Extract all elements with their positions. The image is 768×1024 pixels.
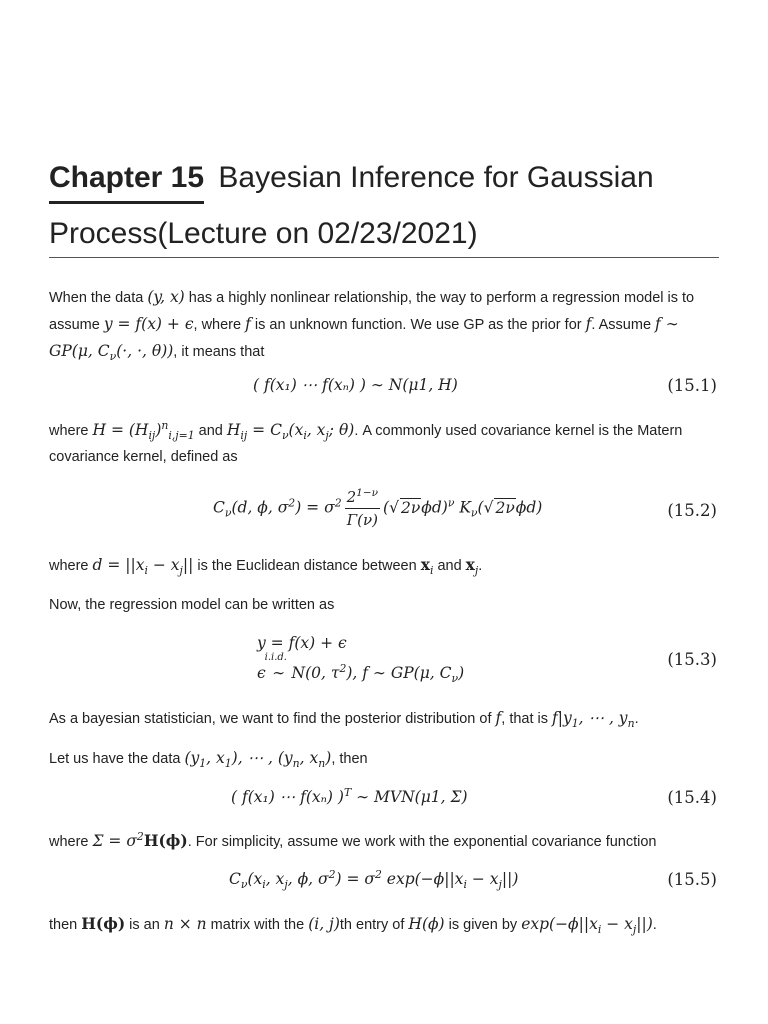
equation-body: $C_\nu(x_i$, $x_j$, ϕ, $\sigma^2) = \sigma^2$ $\exp(-\phi||x_i - x_j||)$ — [229, 867, 519, 892]
paragraph-matrix: then H(ϕ) is an n × n matrix with the (i, j)th entry of H(ϕ) is given by $\exp(-\phi||x_i - x_j||)$. — [49, 914, 657, 937]
equation-15-5 — [49, 867, 719, 896]
equation-number: (15.2) — [667, 501, 717, 520]
equation-line-2: ϵ i.i.d. ∼ N(0, $\tau^2$), f ∼ GP(μ, $C_\nu$) — [257, 652, 465, 686]
equation-number: (15.3) — [667, 650, 717, 669]
fraction: $\frac{2^{1-\nu}}{\Gamma(\nu)}$ — [346, 487, 379, 529]
paragraph-intro: When the data (y, x) has a highly nonlinear relationship, the way to perform a regression model is to assume y = f(x) + ϵ, where f is an unknown function. We use GP as the prior for f. Assume f ∼ GP(μ, $C_\nu(\cdot$, ·, θ)), it means that — [49, 288, 695, 364]
equation-body: $C_\nu(d$, ϕ, $\sigma^2) = \sigma^2$ $\frac{2^{1-\nu}}{\Gamma(\nu)}$ (√ 2νϕd)$^\nu$ $K_\nu(√$ 2νϕd) — [213, 487, 543, 529]
equation-number: (15.1) — [667, 376, 717, 395]
chapter-title — [49, 150, 719, 262]
equation-15-4 — [49, 785, 719, 814]
equation-15-2 — [49, 484, 719, 538]
title-divider — [49, 257, 719, 258]
chapter-number: Chapter 15 — [49, 155, 204, 204]
equation-line-1: y = f(x) + ϵ — [257, 634, 347, 652]
paragraph-data: Let us have the data ($y_1$, $x_1$), ⋯ , ($y_n$, $x_n$), then — [49, 749, 368, 771]
equation-number: (15.5) — [667, 870, 717, 889]
paragraph-model-intro: Now, the regression model can be written as — [49, 597, 335, 613]
equation-body: ( f(x₁) ⋯ f(xₙ) ) ∼ N(μ1, H) — [253, 376, 458, 394]
equation-body: ( f(x₁) ⋯ f(xₙ) )$^T$ ∼ MVN(μ1, Σ) — [231, 785, 468, 806]
paragraph-distance: where $d = ||x_i - x_j||$ is the Euclidean distance between $x_i$ and $x_j$. — [49, 555, 483, 578]
equation-15-1 — [49, 376, 719, 402]
equation-15-3 — [49, 634, 719, 692]
paragraph-kernel: where $H = (H_{ij})^n_{i,j=1}$ and $H_{ij} = C_\nu(x_i$, $x_j$; θ). A commonly used covariance kernel is the Matern covariance kernel, defined as — [49, 418, 683, 465]
chapter-title-text: Bayesian Inference for Gaussian Process(Lecture on 02/23/2021) — [49, 161, 654, 250]
paragraph-sigma: where $\Sigma = \sigma^2H(\phi)$. For simplicity, assume we work with the exponential covariance function — [49, 829, 657, 850]
paragraph-posterior: As a bayesian statistician, we want to find the posterior distribution of f, that is $f|y_1$, ⋯ , $y_n$. — [49, 709, 639, 731]
equation-number: (15.4) — [667, 788, 717, 807]
